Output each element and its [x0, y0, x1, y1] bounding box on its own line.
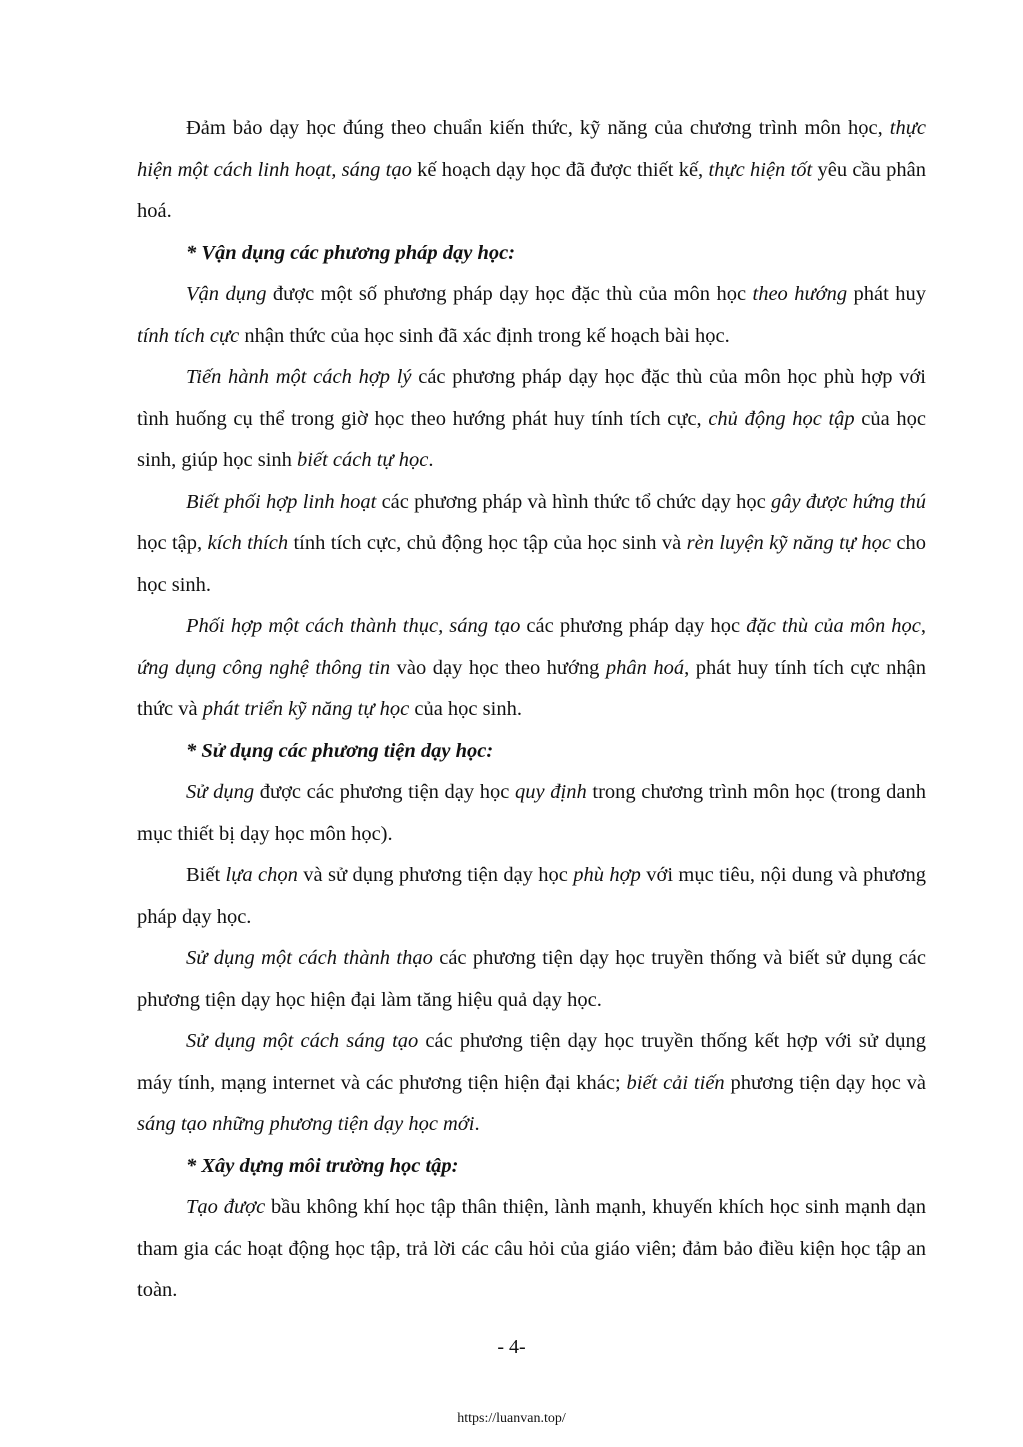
text-run: trong chương trình môn học (trong danh mục thiết bị dạy học môn học). — [137, 781, 926, 845]
emphasis-text: chủ động học tập — [708, 407, 855, 430]
text-run: được một số phương pháp dạy học đặc thù của môn học — [266, 283, 753, 305]
section-heading — [137, 233, 926, 275]
text-run: . — [428, 449, 434, 471]
text-run: * Xây dựng môi trường học tập: — [186, 1154, 459, 1177]
emphasis-text: gây được hứng thú — [771, 490, 926, 513]
text-run: các phương pháp dạy học — [520, 615, 747, 637]
footer-url[interactable]: https://luanvan.top/ — [457, 1411, 566, 1426]
body-paragraph — [137, 482, 926, 607]
text-run: * Sử dụng các phương tiện dạy học: — [186, 739, 494, 762]
emphasis-text: đặc thù của môn học — [746, 615, 921, 637]
emphasis-text: rèn luyện kỹ năng tự học — [686, 532, 891, 554]
emphasis-text: theo hướng — [752, 283, 848, 305]
text-run: được các phương tiện dạy học — [254, 781, 516, 803]
emphasis-text: thực hiện tốt — [708, 158, 813, 181]
emphasis-text: Sử dụng một cách thành thạo — [186, 947, 433, 969]
text-run: và sử dụng phương tiện dạy học — [297, 864, 574, 886]
body-paragraph — [137, 357, 926, 482]
body-paragraph — [137, 108, 926, 233]
text-run: học tập, — [137, 532, 208, 554]
emphasis-text: ứng dụng công nghệ thông tin — [137, 656, 391, 679]
body-paragraph — [137, 938, 926, 1021]
text-run: với mục tiêu, nội dung và phương pháp dạy học. — [137, 864, 926, 928]
page-number: - 4- — [497, 1336, 526, 1358]
text-run: các phương tiện dạy học truyền thống và biết sử dụng các phương tiện dạy học hiện đại làm tăng hiệu quả dạy học. — [137, 947, 926, 1011]
emphasis-text: Sử dụng một cách sáng tạo — [186, 1030, 419, 1052]
emphasis-text: Phối hợp một cách thành thục, sáng tạo — [186, 615, 521, 637]
body-paragraph — [137, 1187, 926, 1312]
emphasis-text: Sử dụng — [186, 781, 255, 803]
emphasis-text: kích thích — [207, 532, 289, 554]
emphasis-text: biết cách tự học — [297, 449, 429, 471]
emphasis-text: phân hoá — [605, 656, 685, 679]
text-run: yêu cầu phân hoá. — [137, 158, 926, 222]
text-run: của học sinh, giúp học sinh — [137, 407, 926, 471]
emphasis-text: lựa chọn — [225, 864, 298, 886]
text-run: , — [920, 615, 927, 637]
text-run: các phương tiện dạy học truyền thống kết hợp với sử dụng máy tính, mạng internet và các phương tiện hiện đại khác; — [137, 1030, 926, 1094]
text-run: của học sinh. — [409, 698, 522, 720]
text-run: phương tiện dạy học và — [724, 1071, 926, 1094]
text-run: nhận thức của học sinh đã xác định trong kế hoạch bài học. — [239, 324, 730, 347]
text-run: tính tích cực, chủ động học tập của học sinh và — [288, 532, 687, 554]
text-run: phát huy — [847, 283, 926, 305]
text-run: * Vận dụng các phương pháp dạy học: — [186, 241, 516, 264]
body-paragraph — [137, 606, 926, 731]
emphasis-text: Tạo được — [186, 1196, 266, 1218]
text-run: Biết — [186, 864, 226, 886]
section-heading — [137, 1146, 926, 1188]
emphasis-text: tính tích cực — [137, 324, 240, 347]
section-heading — [137, 731, 926, 773]
emphasis-text: thực hiện một cách linh hoạt, sáng tạo — [137, 117, 926, 181]
emphasis-text: biết cải tiến — [626, 1071, 725, 1094]
text-run: . — [474, 1113, 480, 1135]
emphasis-text: phát triển kỹ năng tự học — [202, 698, 410, 720]
emphasis-text: Vận dụng — [186, 283, 267, 305]
text-run: vào dạy học theo hướng — [390, 656, 606, 679]
document-body — [137, 108, 926, 1312]
body-paragraph — [137, 855, 926, 938]
text-run: kế hoạch dạy học đã được thiết kế, — [411, 158, 709, 181]
emphasis-text: sáng tạo những phương tiện dạy học mới — [137, 1113, 475, 1135]
text-run: các phương pháp dạy học đặc thù của môn học phù hợp với tình huống cụ thể trong giờ học theo hướng phát huy tính tích cực, — [137, 366, 927, 430]
text-run: các phương pháp và hình thức tổ chức dạy học — [376, 490, 771, 513]
body-paragraph — [137, 274, 926, 357]
text-run: cho học sinh. — [137, 532, 926, 596]
emphasis-text: phù hợp — [573, 864, 641, 886]
text-run: Đảm bảo dạy học đúng theo chuẩn kiến thức, kỹ năng của chương trình môn học, — [186, 117, 890, 139]
body-paragraph — [137, 772, 926, 855]
emphasis-text: quy định — [515, 781, 587, 803]
emphasis-text: Biết phối hợp linh hoạt — [186, 490, 377, 513]
body-paragraph — [137, 1021, 926, 1146]
text-run: , phát huy tính tích cực nhận thức và — [137, 656, 927, 720]
emphasis-text: Tiến hành một cách hợp lý — [186, 366, 412, 388]
text-run: bầu không khí học tập thân thiện, lành mạnh, khuyến khích học sinh mạnh dạn tham gia các hoạt động học tập, trả lời các câu hỏi của giáo viên; đảm bảo điều kiện học tập an toàn. — [137, 1196, 926, 1301]
